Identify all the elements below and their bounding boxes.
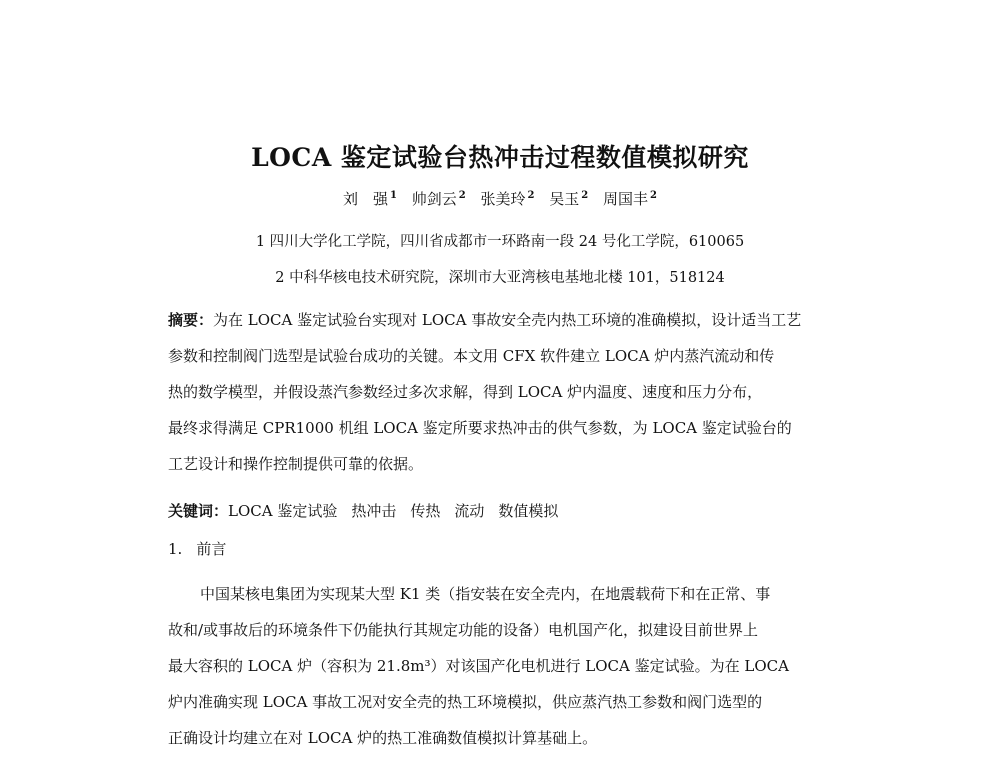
keyword: 传热	[410, 502, 441, 520]
abstract-line: 参数和控制阀门选型是试验台成功的关键。本文用 CFX 软件建立 LOCA 炉内蒸汽流动和传	[168, 347, 775, 365]
abstract-line: 工艺设计和操作控制提供可靠的依据。	[168, 455, 424, 473]
affiliation-1: 1 四川大学化工学院，四川省成都市一环路南一段 24 号化工学院，610065	[255, 234, 745, 250]
section-title: 前言	[196, 540, 227, 558]
author-affiliation-mark: 2	[458, 190, 466, 201]
intro-paragraph	[168, 576, 848, 756]
author-name: 张美玲	[480, 190, 526, 208]
author-affiliation-mark: 2	[650, 190, 658, 201]
author	[412, 190, 466, 208]
paper-title: LOCA 鉴定试验台热冲击过程数值模拟研究	[251, 143, 749, 172]
keyword: 数值模拟	[498, 502, 559, 520]
author	[603, 190, 657, 208]
intro-line: 故和/或事故后的环境条件下仍能执行其规定功能的设备）电机国产化，拟建设目前世界上	[168, 621, 759, 639]
author	[481, 190, 535, 208]
author	[343, 190, 397, 208]
intro-line: 炉内准确实现 LOCA 事故工况对安全壳的热工环境模拟，供应蒸汽热工参数和阀门选型的	[168, 693, 763, 711]
abstract-line	[168, 302, 848, 338]
abstract-line: 最终求得满足 CPR1000 机组 LOCA 鉴定所要求热冲击的供气参数，为 LOCA 鉴定试验台的	[168, 419, 792, 437]
author-name: 周国丰	[603, 190, 649, 208]
section-number: 1.	[168, 540, 183, 558]
author-name: 帅剑云	[411, 190, 457, 208]
author-list	[0, 188, 1000, 209]
keyword: 流动	[454, 502, 485, 520]
abstract-line: 热的数学模型，并假设蒸汽参数经过多次求解，得到 LOCA 炉内温度、速度和压力分布，	[168, 383, 763, 401]
abstract-text: 为在 LOCA 鉴定试验台实现对 LOCA 事故安全壳内热工环境的准确模拟，设计适当工艺	[213, 311, 802, 329]
author-name: 刘 强	[342, 190, 388, 208]
abstract	[168, 302, 848, 482]
affiliation-2: 2 中科华核电技术研究院，深圳市大亚湾核电基地北楼 101，518124	[275, 270, 725, 286]
author	[549, 190, 588, 208]
keyword: LOCA 鉴定试验	[228, 502, 338, 520]
section-heading	[168, 538, 226, 559]
keywords-label: 关键词：	[168, 502, 229, 520]
intro-line: 最大容积的 LOCA 炉（容积为 21.8m³）对该国产化电机进行 LOCA 鉴定试验。为在 LOCA	[168, 657, 789, 675]
keyword: 热冲击	[351, 502, 397, 520]
author-name: 吴玉	[549, 190, 580, 208]
intro-line: 正确设计均建立在对 LOCA 炉的热工准确数值模拟计算基础上。	[168, 729, 598, 747]
author-affiliation-mark: 1	[389, 190, 397, 201]
author-affiliation-mark: 2	[527, 190, 535, 201]
abstract-label: 摘要：	[168, 311, 214, 329]
keywords	[168, 500, 572, 521]
author-affiliation-mark: 2	[581, 190, 589, 201]
intro-line: 中国某核电集团为实现某大型 K1 类（指安装在安全壳内，在地震载荷下和在正常、事	[200, 585, 771, 603]
